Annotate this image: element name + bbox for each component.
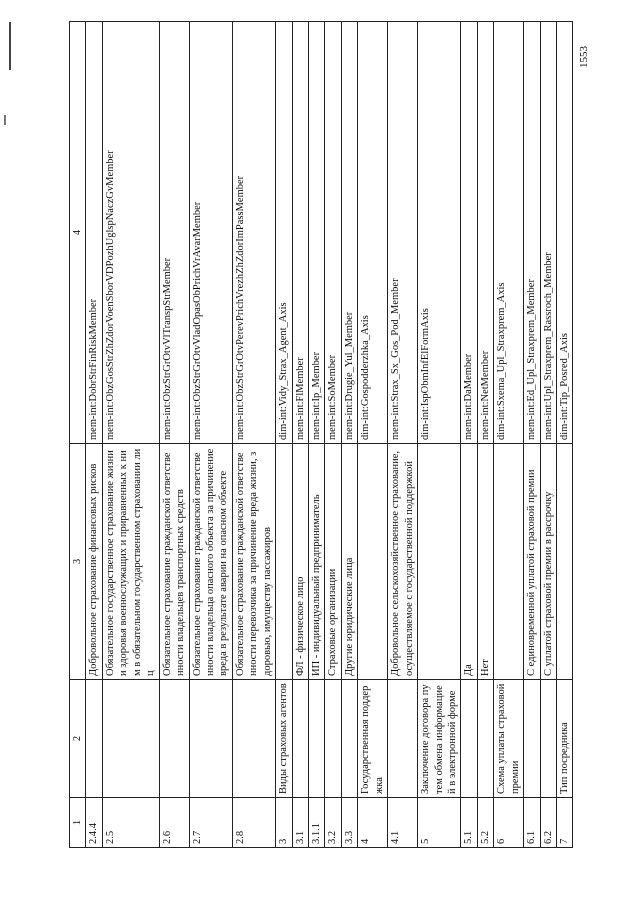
- row-name-cell: [540, 680, 556, 798]
- row-code-cell: dim-int:Vidy_Strax_Agent_Axis: [276, 22, 292, 444]
- row-number-cell: 2.4.4: [86, 798, 102, 848]
- row-code-cell: mem-int:Ip_Member: [309, 22, 325, 444]
- row-code-cell: mem-int:Strax_Sx_Gos_Pod_Member: [388, 22, 418, 444]
- row-code-cell: mem-int:ObzStrGrOtvVladOpasObPrichVrAvarMember: [189, 22, 232, 444]
- row-number-cell: 4.1: [388, 798, 418, 848]
- row-code-cell: mem-int:FlMember: [292, 22, 308, 444]
- row-description-cell: С уплатой страховой премии в рассрочку: [540, 444, 556, 680]
- header-cell: 3: [70, 444, 86, 680]
- row-code-cell: mem-int:ObzStrGrOtvVlTranspStrMember: [159, 22, 189, 444]
- row-number-cell: 6.1: [524, 798, 540, 848]
- row-name-cell: [325, 680, 341, 798]
- rotated-page-content: [69, 22, 573, 848]
- row-code-cell: dim-int:IspObmInfElFormAxis: [418, 22, 461, 444]
- table-row: [86, 22, 102, 848]
- row-name-cell: [388, 680, 418, 798]
- table-row: [102, 22, 159, 848]
- row-number-cell: 3.3: [341, 798, 357, 848]
- row-name-cell: [309, 680, 325, 798]
- header-cell: 2: [70, 680, 86, 798]
- row-code-cell: dim-int:Tip_Posred_Axis: [557, 22, 573, 444]
- row-name-cell: Заключение договора путем обмена информацией в электронной форме: [418, 680, 461, 798]
- table-row: [276, 22, 292, 848]
- row-description-cell: Обязательное государственное страхование жизни и здоровья военнослужащих и приравненных к ним в обязательном государственном страховании лиц: [102, 444, 159, 680]
- row-name-cell: [232, 680, 275, 798]
- row-number-cell: 3.1: [292, 798, 308, 848]
- row-code-cell: dim-int:Sxema_Upl_Straxprem_Axis: [494, 22, 524, 444]
- row-description-cell: [418, 444, 461, 680]
- table-row: [159, 22, 189, 848]
- row-name-cell: [86, 680, 102, 798]
- row-number-cell: 2.5: [102, 798, 159, 848]
- row-description-cell: Добровольное страхование финансовых рисков: [86, 444, 102, 680]
- row-name-cell: [461, 680, 477, 798]
- row-name-cell: Схема уплаты страховой премии: [494, 680, 524, 798]
- row-code-cell: mem-int:DaMember: [461, 22, 477, 444]
- row-description-cell: Добровольное сельскохозяйственное страхование, осуществляемое с государственной поддержкой: [388, 444, 418, 680]
- row-description-cell: [358, 444, 388, 680]
- table-row: [477, 22, 493, 848]
- row-number-cell: 4: [358, 798, 388, 848]
- row-description-cell: Другие юридические лица: [341, 444, 357, 680]
- table-row: [292, 22, 308, 848]
- table-header-row: [70, 22, 86, 848]
- row-number-cell: 5: [418, 798, 461, 848]
- table-row: [189, 22, 232, 848]
- row-name-cell: [477, 680, 493, 798]
- row-number-cell: 3: [276, 798, 292, 848]
- row-number-cell: 5.1: [461, 798, 477, 848]
- row-code-cell: mem-int:Ed_Upl_Straxprem_Member: [524, 22, 540, 444]
- row-code-cell: mem-int:Upl_Straxprem_Rassroch_Member: [540, 22, 556, 444]
- row-name-cell: Государственная поддержка: [358, 680, 388, 798]
- row-description-cell: Обязательное страхование гражданской ответственности владельца опасного объекта за причинение вреда в результате аварии на опасном объекте: [189, 444, 232, 680]
- table-row: [309, 22, 325, 848]
- row-number-cell: 6.2: [540, 798, 556, 848]
- row-description-cell: Да: [461, 444, 477, 680]
- row-number-cell: 2.8: [232, 798, 275, 848]
- row-description-cell: Страховые организации: [325, 444, 341, 680]
- row-description-cell: Обязательное страхование гражданской ответственности перевозчика за причинение вреда жизни, здоровью, имуществу пассажиров: [232, 444, 275, 680]
- row-description-cell: ФЛ - физическое лицо: [292, 444, 308, 680]
- page-number: 1553: [578, 46, 590, 68]
- row-name-cell: Тип посредника: [557, 680, 573, 798]
- scan-artifact-line: [9, 22, 11, 70]
- row-name-cell: [524, 680, 540, 798]
- row-number-cell: 2.7: [189, 798, 232, 848]
- row-name-cell: [189, 680, 232, 798]
- row-description-cell: Обязательное страхование гражданской ответственности владельцев транспортных средств: [159, 444, 189, 680]
- table-row: [341, 22, 357, 848]
- table-row: [325, 22, 341, 848]
- row-description-cell: Нет: [477, 444, 493, 680]
- table-row: [418, 22, 461, 848]
- row-number-cell: 3.2: [325, 798, 341, 848]
- table-row: [494, 22, 524, 848]
- row-name-cell: [341, 680, 357, 798]
- table-row: [540, 22, 556, 848]
- row-code-cell: mem-int:ObzGosStrZhZdorVoenSborVDPozhUglspNaczGvMember: [102, 22, 159, 444]
- scan-artifact-mark: [4, 115, 6, 125]
- table-row: [461, 22, 477, 848]
- row-name-cell: [292, 680, 308, 798]
- row-name-cell: [102, 680, 159, 798]
- row-description-cell: [276, 444, 292, 680]
- row-description-cell: [494, 444, 524, 680]
- row-number-cell: 2.6: [159, 798, 189, 848]
- row-name-cell: Виды страховых агентов: [276, 680, 292, 798]
- row-description-cell: ИП - индивидуальный предприниматель: [309, 444, 325, 680]
- row-code-cell: dim-int:Gospodderzhka_Axis: [358, 22, 388, 444]
- row-code-cell: mem-int:DobrStrFinRiskMember: [86, 22, 102, 444]
- header-cell: 1: [70, 798, 86, 848]
- header-cell: 4: [70, 22, 86, 444]
- row-number-cell: 5.2: [477, 798, 493, 848]
- table-row: [524, 22, 540, 848]
- codes-table: [69, 21, 573, 848]
- table-row: [358, 22, 388, 848]
- row-description-cell: [557, 444, 573, 680]
- table-row: [388, 22, 418, 848]
- row-number-cell: 6: [494, 798, 524, 848]
- row-code-cell: mem-int:NetMember: [477, 22, 493, 444]
- row-code-cell: mem-int:Drugie_Yul_Member: [341, 22, 357, 444]
- row-code-cell: mem-int:ObzStrGrOtvPerevPrichVrezhZhZdorImPassMember: [232, 22, 275, 444]
- row-code-cell: mem-int:SoMember: [325, 22, 341, 444]
- row-number-cell: 7: [557, 798, 573, 848]
- row-name-cell: [159, 680, 189, 798]
- row-description-cell: С единовременной уплатой страховой премии: [524, 444, 540, 680]
- table-row: [232, 22, 275, 848]
- table-row: [557, 22, 573, 848]
- row-number-cell: 3.1.1: [309, 798, 325, 848]
